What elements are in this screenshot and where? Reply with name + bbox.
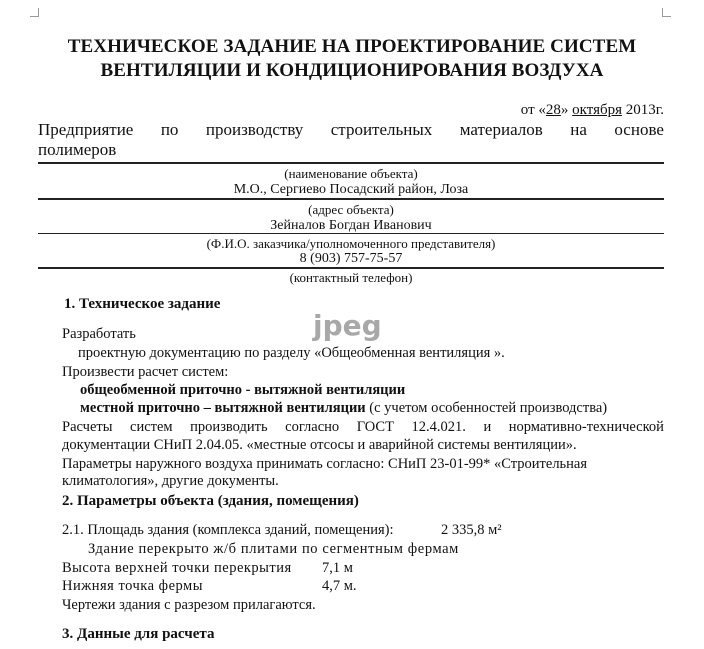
drawings-note: Чертежи здания с разрезом прилагаются. — [62, 597, 316, 613]
norms-word: согласно — [285, 419, 340, 435]
object-address: М.О., Сергиево Посадский район, Лоза — [233, 182, 469, 197]
divider — [38, 233, 664, 234]
phone-caption: (контактный телефон) — [289, 270, 413, 285]
document-title-line-2: ВЕНТИЛЯЦИИ И КОНДИЦИОНИРОВАНИЯ ВОЗДУХА — [100, 60, 604, 81]
develop-detail: проектную документацию по разделу «Общеобменная вентиляция ». — [78, 345, 505, 361]
truss-low-value: 4,7 м. — [322, 578, 357, 594]
margin-corner-mark — [30, 8, 39, 17]
roof-description: Здание перекрыто ж/б плитами по сегментным фермам — [88, 541, 459, 557]
norms-line-1 — [62, 419, 664, 436]
norms-word: ГОСТ — [356, 419, 394, 435]
object-name-word: производству — [205, 120, 304, 139]
object-name-word: строительных — [330, 120, 433, 139]
outdoor-params-line-1: Параметры наружного воздуха принимать согласно: СНиП 23-01-99* «Строительная — [62, 456, 588, 472]
object-name-word: на — [570, 120, 587, 139]
section-1-heading: 1. Техническое задание — [64, 296, 221, 312]
system-1: общеобменной приточно - вытяжной вентиляции — [80, 382, 406, 398]
norms-word: нормативно-технической — [508, 419, 664, 435]
divider — [38, 198, 664, 200]
margin-corner-mark — [662, 8, 671, 17]
section-2-heading: 2. Параметры объекта (здания, помещения) — [62, 493, 359, 509]
area-value: 2 335,8 м² — [441, 522, 502, 538]
document-title-line-1: ТЕХНИЧЕСКОЕ ЗАДАНИЕ НА ПРОЕКТИРОВАНИЕ СИСТЕМ — [67, 36, 637, 57]
norms-word: и — [483, 419, 492, 435]
object-name-word: по — [160, 120, 179, 139]
document-date: от «28» октября 2013г. — [520, 102, 664, 118]
outdoor-params-line-2: климатология», другие документы. — [62, 473, 279, 489]
object-name-word: Предприятие — [38, 120, 134, 139]
area-label: 2.1. Площадь здания (комплекса зданий, помещения): — [62, 522, 394, 538]
norms-word: производить — [190, 419, 268, 435]
object-name-line-2: полимеров — [38, 140, 117, 159]
object-name-word: основе — [614, 120, 664, 139]
customer-name: Зейналов Богдан Иванович — [270, 218, 432, 233]
system-2: местной приточно – вытяжной вентиляции (с учетом особенностей производства) — [80, 400, 608, 416]
height-top-value: 7,1 м — [322, 560, 353, 576]
contact-phone: 8 (903) 757-75-57 — [299, 251, 403, 266]
customer-caption: (Ф.И.О. заказчика/уполномоченного представителя) — [206, 236, 496, 251]
object-name — [38, 120, 664, 160]
norms-word: систем — [130, 419, 173, 435]
object-name-word: материалов — [459, 120, 543, 139]
divider — [38, 162, 664, 164]
develop-label: Разработать — [62, 326, 136, 342]
section-3-heading: 3. Данные для расчета — [62, 626, 215, 642]
norms-word: Расчеты — [62, 419, 113, 435]
jpeg-watermark: jpeg — [313, 309, 382, 342]
calc-intro: Произвести расчет систем: — [62, 364, 229, 380]
object-name-caption: (наименование объекта) — [284, 166, 418, 181]
divider — [38, 267, 664, 269]
norms-line-2: документации СНиП 2.04.05. «местные отсосы и аварийной системы вентиляции». — [62, 437, 577, 453]
norms-word: 12.4.021. — [411, 419, 466, 435]
truss-low-label: Нижняя точка фермы — [62, 578, 203, 594]
height-top-label: Высота верхней точки перекрытия — [62, 560, 292, 576]
object-name-line-1 — [38, 120, 664, 140]
address-caption: (адрес объекта) — [308, 202, 394, 217]
